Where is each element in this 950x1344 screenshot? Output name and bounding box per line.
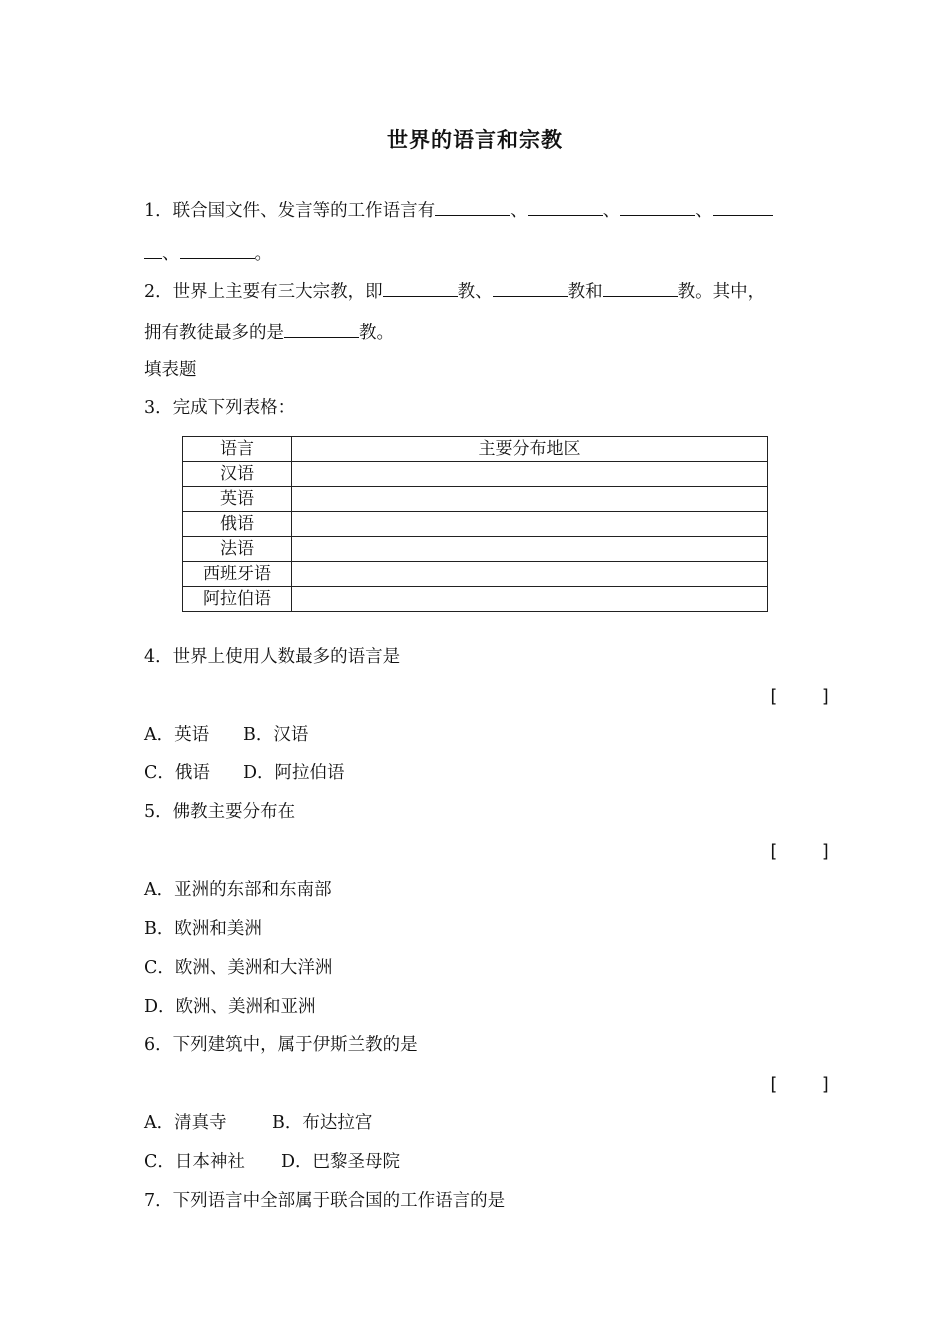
option-a[interactable]: A．英语 (144, 725, 210, 745)
answer-blank[interactable] (435, 198, 510, 216)
option-d[interactable]: D．欧洲、美洲和亚洲 (144, 997, 316, 1017)
language-cell: 法语 (183, 537, 292, 562)
region-cell[interactable] (292, 487, 768, 512)
table-row (183, 487, 768, 512)
table-header-row (183, 437, 768, 462)
region-cell[interactable] (292, 512, 768, 537)
answer-blank[interactable] (144, 241, 162, 259)
option-c[interactable]: C．日本神社 (144, 1152, 245, 1172)
question-4-options-row-1 (144, 723, 308, 747)
option-a[interactable]: A．清真寺 (144, 1113, 227, 1133)
answer-blank[interactable] (528, 198, 603, 216)
table-row (183, 462, 768, 487)
answer-blank[interactable] (620, 198, 695, 216)
question-3-text: 3．完成下列表格： (144, 398, 296, 418)
table-row (183, 512, 768, 537)
page-title: 世界的语言和宗教 (387, 127, 563, 152)
region-cell[interactable] (292, 537, 768, 562)
region-cell[interactable] (292, 587, 768, 612)
answer-blank[interactable] (493, 279, 568, 297)
language-cell: 西班牙语 (183, 562, 292, 587)
option-c[interactable]: C．俄语 (144, 763, 210, 783)
region-cell[interactable] (292, 562, 768, 587)
language-cell: 阿拉伯语 (183, 587, 292, 612)
answer-bracket[interactable]: [ ] (768, 1075, 832, 1095)
question-6-options-row-1 (144, 1111, 372, 1135)
answer-blank[interactable] (603, 279, 678, 297)
table-row (183, 562, 768, 587)
question-6-options-row-2 (144, 1150, 400, 1174)
option-d[interactable]: D．巴黎圣母院 (281, 1152, 401, 1172)
section-label: 填表题 (144, 360, 197, 380)
language-cell: 汉语 (183, 462, 292, 487)
question-7-text: 7．下列语言中全部属于联合国的工作语言的是 (144, 1191, 506, 1211)
option-d[interactable]: D．阿拉伯语 (243, 763, 345, 783)
question-4-options-row-2 (144, 761, 345, 785)
region-cell[interactable] (292, 462, 768, 487)
answer-bracket[interactable]: [ ] (768, 687, 832, 707)
answer-blank[interactable] (284, 320, 359, 338)
table-row (183, 587, 768, 612)
question-2-line-2: 拥有教徒最多的是 教。 (144, 320, 394, 345)
language-distribution-table (182, 436, 768, 612)
answer-bracket[interactable]: [ ] (768, 842, 832, 862)
question-6-text: 6．下列建筑中，属于伊斯兰教的是 (144, 1035, 418, 1055)
answer-blank[interactable] (383, 279, 458, 297)
option-b[interactable]: B．汉语 (243, 725, 309, 745)
question-4-text: 4．世界上使用人数最多的语言是 (144, 647, 401, 667)
table-row (183, 537, 768, 562)
option-b[interactable]: B．布达拉宫 (272, 1113, 373, 1133)
question-1-line-1: 1．联合国文件、发言等的工作语言有 、 、 、 (144, 198, 773, 223)
table-header-language: 语言 (183, 437, 292, 462)
question-2-text: 2．世界上主要有三大宗教，即 (144, 282, 383, 302)
option-c[interactable]: C．欧洲、美洲和大洋洲 (144, 958, 333, 978)
language-cell: 俄语 (183, 512, 292, 537)
option-a[interactable]: A．亚洲的东部和东南部 (144, 880, 332, 900)
table-header-region: 主要分布地区 (292, 437, 768, 462)
language-cell: 英语 (183, 487, 292, 512)
question-1-line-2: 、 。 (144, 241, 272, 266)
question-5-text: 5．佛教主要分布在 (144, 802, 296, 822)
answer-blank[interactable] (713, 198, 773, 216)
answer-blank[interactable] (180, 241, 255, 259)
question-2-line-1: 2．世界上主要有三大宗教，即 教、 教和 教。其中， (144, 279, 765, 304)
option-b[interactable]: B．欧洲和美洲 (144, 919, 262, 939)
question-1-text: 1．联合国文件、发言等的工作语言有 (144, 201, 436, 221)
